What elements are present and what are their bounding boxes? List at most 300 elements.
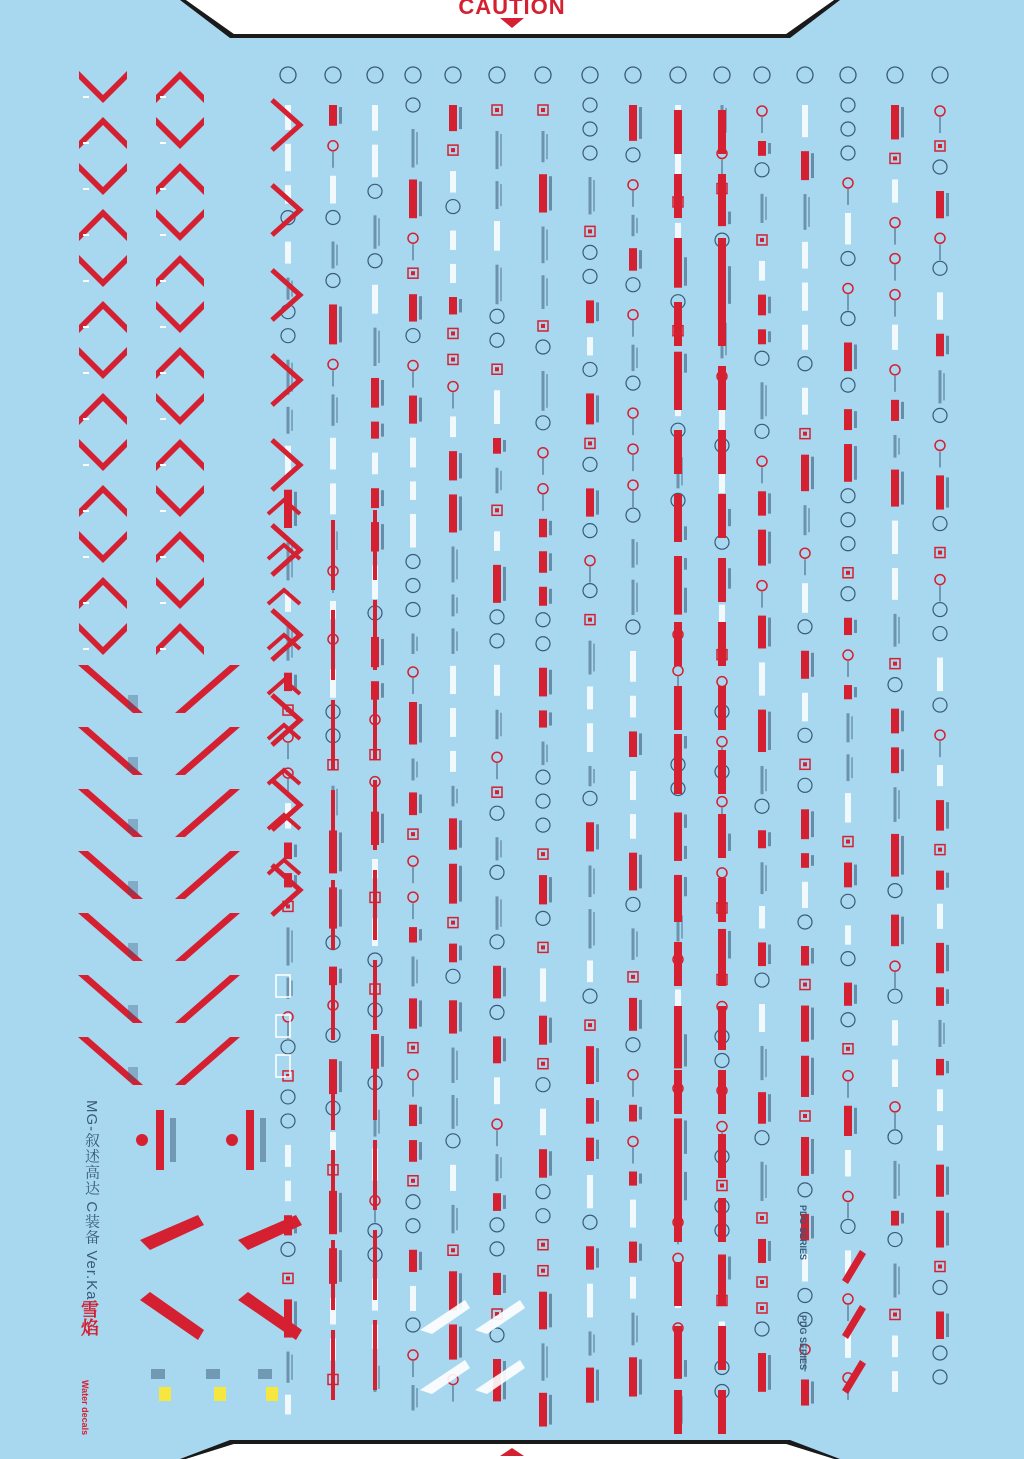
caution-label: CAUTION xyxy=(458,0,566,19)
caution-text-decal xyxy=(847,294,849,310)
red-box-decal xyxy=(451,1248,455,1252)
caution-text-decal xyxy=(339,969,342,984)
red-stripe-decal xyxy=(373,870,377,940)
white-line-decal xyxy=(845,925,851,944)
red-stripe-decal xyxy=(371,378,379,408)
white-line-decal xyxy=(587,960,593,982)
red-stripe-decal xyxy=(586,300,594,323)
caution-text-decal xyxy=(765,769,767,791)
caution-text-decal xyxy=(500,471,502,491)
red-stripe-decal xyxy=(539,875,547,904)
red-stripe-decal xyxy=(409,1105,417,1126)
red-stripe-decal xyxy=(758,1092,766,1124)
caution-text-decal xyxy=(459,1326,462,1357)
caution-text-decal xyxy=(452,1386,454,1402)
caution-text-decal xyxy=(456,1208,458,1230)
caution-text-decal xyxy=(589,177,592,214)
red-stripe-decal xyxy=(801,1137,809,1176)
white-line-decal xyxy=(802,325,808,350)
caution-text-decal xyxy=(332,394,335,425)
caution-text-decal xyxy=(765,1049,767,1077)
red-stripe-decal xyxy=(373,960,377,1030)
caution-text-decal xyxy=(901,711,904,732)
red-stripe-decal xyxy=(409,792,417,815)
red-box-decal xyxy=(760,238,764,242)
caution-text-decal xyxy=(452,392,454,408)
caution-text-decal xyxy=(632,539,635,568)
red-box-decal xyxy=(286,1276,290,1280)
red-stripe-decal xyxy=(409,1250,417,1272)
caution-text-decal xyxy=(901,749,904,771)
caution-text-decal xyxy=(684,1034,687,1066)
caution-text-decal xyxy=(381,639,384,665)
white-line-decal xyxy=(330,438,336,470)
red-stripe-decal xyxy=(629,1242,637,1263)
white-line-decal xyxy=(892,1059,898,1086)
red-stripe-decal xyxy=(629,1357,637,1396)
red-box-decal xyxy=(803,762,807,766)
caution-text-decal xyxy=(549,1018,552,1043)
caution-text-decal xyxy=(459,299,462,312)
caution-text-decal xyxy=(419,929,422,940)
red-stripe-decal xyxy=(371,422,379,439)
red-stripe-decal xyxy=(371,488,379,508)
caution-text-decal xyxy=(206,1369,220,1379)
caution-text-decal xyxy=(339,1061,342,1092)
red-stripe-decal xyxy=(586,1138,594,1161)
product-title: MG-叙述高达 C装备 Ver.Ka xyxy=(83,1100,100,1301)
caution-text-decal xyxy=(542,1343,545,1380)
red-stripe-decal xyxy=(891,400,899,421)
caution-text-decal xyxy=(419,296,422,319)
red-stripe-decal xyxy=(936,800,944,831)
caution-text-decal xyxy=(639,1107,642,1120)
red-box-decal xyxy=(541,945,545,949)
caution-text-decal xyxy=(768,297,771,314)
caution-text-decal xyxy=(898,1267,900,1295)
caution-text-decal xyxy=(459,866,462,902)
red-box-decal xyxy=(451,921,455,925)
caution-text-decal xyxy=(847,1202,849,1218)
caution-text-decal xyxy=(639,1244,642,1261)
caution-text-decal xyxy=(542,275,545,309)
red-stripe-decal xyxy=(936,1312,944,1340)
caution-text-decal xyxy=(898,438,900,455)
caution-text-decal xyxy=(851,757,853,778)
caution-text-decal xyxy=(939,370,942,403)
caution-text-decal xyxy=(632,215,635,236)
caution-text-decal xyxy=(593,868,595,894)
red-stripe-decal xyxy=(329,304,337,344)
caution-text-decal xyxy=(636,583,638,612)
red-stripe-decal xyxy=(801,1056,809,1097)
red-stripe-decal xyxy=(718,622,726,666)
white-line-decal xyxy=(892,521,898,554)
caution-text-decal xyxy=(894,376,896,392)
white-line-decal xyxy=(450,1165,456,1191)
caution-text-decal xyxy=(851,716,853,739)
red-stripe-decal xyxy=(718,814,726,858)
red-stripe-decal xyxy=(409,998,417,1028)
caution-text-decal xyxy=(412,634,415,654)
caution-text-decal xyxy=(456,1098,458,1126)
caution-text-decal xyxy=(128,881,138,895)
caution-text-decal xyxy=(811,153,814,178)
red-stripe-decal xyxy=(586,1368,594,1403)
caution-text-decal xyxy=(854,1108,857,1134)
caution-text-decal xyxy=(684,558,687,570)
caution-text-decal xyxy=(260,1118,266,1162)
red-stripe-decal xyxy=(718,238,726,282)
red-stripe-decal xyxy=(539,1149,547,1177)
caution-text-decal xyxy=(287,743,289,759)
caution-text-decal xyxy=(452,1205,455,1233)
caution-text-decal xyxy=(632,580,635,615)
red-box-decal xyxy=(588,229,592,233)
caution-text-decal xyxy=(549,712,552,725)
caution-text-decal xyxy=(847,661,849,677)
white-line-decal xyxy=(494,531,500,551)
caution-text-decal xyxy=(128,943,138,957)
white-line-decal xyxy=(845,213,851,244)
caution-text-decal xyxy=(542,131,545,162)
caution-text-decal xyxy=(452,786,455,806)
caution-text-decal xyxy=(589,909,592,948)
white-line-decal xyxy=(330,176,336,204)
caution-text-decal xyxy=(761,194,764,223)
caution-text-decal xyxy=(549,1395,552,1425)
caution-text-decal xyxy=(946,1167,949,1195)
red-stripe-decal xyxy=(936,191,944,218)
caution-text-decal xyxy=(768,618,771,647)
red-stripe-decal xyxy=(539,668,547,697)
caution-text-decal xyxy=(728,266,731,304)
red-stripe-decal xyxy=(331,970,335,1040)
caution-text-decal xyxy=(684,1120,687,1153)
caution-text-decal xyxy=(456,597,458,613)
white-line-decal xyxy=(285,1395,291,1415)
caution-text-decal xyxy=(378,1366,380,1389)
caution-text-decal xyxy=(632,321,634,337)
caution-text-decal xyxy=(847,713,850,742)
white-line-decal xyxy=(630,1200,636,1228)
caution-text-decal xyxy=(416,1388,418,1407)
caution-text-decal xyxy=(151,1369,165,1379)
caution-text-decal xyxy=(684,814,687,827)
red-stripe-decal xyxy=(718,1134,726,1178)
red-stripe-decal xyxy=(373,510,377,580)
caution-text-decal xyxy=(294,845,297,858)
caution-text-decal xyxy=(946,1061,949,1073)
red-stripe-decal xyxy=(718,430,726,474)
caution-text-decal xyxy=(854,985,857,1004)
red-box-decal xyxy=(938,144,942,148)
caution-text-decal xyxy=(496,1154,499,1181)
caution-text-decal xyxy=(419,1107,422,1124)
caution-text-decal xyxy=(768,944,771,964)
caution-text-decal xyxy=(496,468,499,494)
caution-text-decal xyxy=(636,218,638,233)
caution-text-decal xyxy=(412,678,414,694)
caution-text-decal xyxy=(768,1355,771,1390)
caution-text-decal xyxy=(593,912,595,945)
caution-text-decal xyxy=(456,631,458,651)
red-stripe-decal xyxy=(331,1150,335,1220)
caution-text-decal xyxy=(728,834,731,851)
red-stripe-decal xyxy=(844,444,852,482)
caution-text-decal xyxy=(546,278,548,306)
red-stripe-decal xyxy=(373,1140,377,1210)
red-stripe-decal xyxy=(493,565,501,603)
caution-text-decal xyxy=(378,1110,380,1134)
white-line-decal xyxy=(587,723,593,752)
red-box-decal xyxy=(588,618,592,622)
caution-text-decal xyxy=(632,491,634,507)
white-line-decal xyxy=(802,388,808,415)
white-line-decal xyxy=(630,1277,636,1299)
caution-text-decal xyxy=(459,946,462,961)
red-stripe-decal xyxy=(718,110,726,154)
caution-text-decal xyxy=(339,1250,342,1282)
caution-text-decal xyxy=(381,490,384,506)
caution-text-decal xyxy=(546,374,548,408)
red-stripe-decal xyxy=(449,494,457,532)
caution-text-decal xyxy=(804,505,807,535)
caution-text-decal xyxy=(336,397,338,422)
red-stripe-decal xyxy=(539,174,547,212)
white-line-decal xyxy=(450,666,456,694)
caution-text-decal xyxy=(128,1005,138,1019)
red-box-decal xyxy=(495,367,499,371)
red-box-decal xyxy=(938,551,942,555)
caution-text-decal xyxy=(939,244,941,260)
white-line-decal xyxy=(937,765,943,786)
caution-text-decal xyxy=(728,212,731,225)
red-stripe-decal xyxy=(493,966,501,999)
caution-text-decal xyxy=(946,336,949,355)
caution-text-decal xyxy=(596,1140,599,1159)
caution-text-decal xyxy=(943,1023,945,1044)
caution-text-decal xyxy=(381,683,384,697)
caution-text-decal xyxy=(339,306,342,342)
caution-text-decal xyxy=(639,107,642,139)
caution-text-decal xyxy=(632,928,635,959)
white-line-decal xyxy=(759,1004,765,1032)
red-stripe-decal xyxy=(409,179,417,218)
caution-text-decal xyxy=(546,1346,548,1377)
white-line-decal xyxy=(845,1150,851,1176)
red-stripe-decal xyxy=(801,455,809,492)
caution-text-decal xyxy=(546,745,548,763)
white-line-decal xyxy=(937,904,943,929)
white-line-decal xyxy=(587,1284,593,1318)
red-stripe-decal xyxy=(844,685,852,699)
red-stripe-decal xyxy=(449,297,457,314)
caution-text-decal xyxy=(596,824,599,849)
red-box-decal xyxy=(411,1179,415,1183)
red-stripe-decal xyxy=(844,342,852,371)
red-stripe-decal xyxy=(936,1211,944,1248)
red-box-decal xyxy=(803,1114,807,1118)
caution-text-decal xyxy=(419,1000,422,1026)
red-stripe-decal xyxy=(718,558,726,602)
red-stripe-decal xyxy=(674,558,682,602)
caution-text-decal xyxy=(847,189,849,205)
red-stripe-decal xyxy=(674,622,682,666)
red-stripe-decal xyxy=(674,1070,682,1114)
caution-text-decal xyxy=(503,1195,506,1209)
red-stripe-decal xyxy=(674,1134,682,1178)
white-line-decal xyxy=(892,325,898,350)
caution-text-decal xyxy=(412,759,415,781)
caution-text-decal xyxy=(684,588,687,613)
caution-text-decal xyxy=(632,345,635,371)
caution-text-decal xyxy=(939,586,941,602)
red-stripe-decal xyxy=(674,942,682,986)
red-box-decal xyxy=(846,571,850,575)
caution-text-decal xyxy=(632,191,634,207)
caution-text-decal xyxy=(287,407,290,434)
caution-text-decal xyxy=(416,637,418,651)
caution-text-decal xyxy=(128,695,138,709)
red-stripe-decal xyxy=(674,366,682,410)
white-line-decal xyxy=(450,231,456,250)
caution-text-decal xyxy=(894,265,896,281)
caution-text-decal xyxy=(761,117,763,133)
red-stripe-decal xyxy=(718,1390,726,1434)
caution-text-decal xyxy=(632,455,634,471)
emblem-decal xyxy=(156,1110,164,1170)
red-stripe-decal xyxy=(674,1198,682,1242)
caution-text-decal xyxy=(632,1081,634,1097)
white-line-decal xyxy=(410,1286,416,1311)
caution-text-decal xyxy=(901,472,904,505)
red-box-decal xyxy=(451,148,455,152)
white-line-decal xyxy=(937,1125,943,1151)
red-stripe-decal xyxy=(891,470,899,507)
caution-text-decal xyxy=(339,107,342,124)
caution-text-decal xyxy=(761,382,764,419)
red-stripe-decal xyxy=(331,790,335,860)
caution-text-decal xyxy=(946,873,949,888)
red-stripe-decal xyxy=(674,302,682,346)
red-stripe-decal xyxy=(936,334,944,357)
red-stripe-decal xyxy=(409,1140,417,1162)
red-box-decal xyxy=(803,983,807,987)
red-stripe-decal xyxy=(718,1006,726,1050)
caution-text-decal xyxy=(412,1385,415,1410)
caution-text-decal xyxy=(549,670,552,695)
white-line-decal xyxy=(759,261,765,281)
caution-text-decal xyxy=(589,1331,592,1355)
red-stripe-decal xyxy=(891,747,899,773)
red-stripe-decal xyxy=(539,519,547,537)
caution-text-decal xyxy=(542,371,545,411)
caution-text-decal xyxy=(808,508,810,532)
red-stripe-decal xyxy=(449,944,457,963)
white-line-decal xyxy=(802,882,808,908)
white-line-decal xyxy=(330,1132,336,1151)
caution-text-decal xyxy=(761,766,764,794)
red-box-decal xyxy=(760,1280,764,1284)
yellow-decal xyxy=(266,1387,278,1401)
white-line-decal xyxy=(450,708,456,737)
caution-text-decal xyxy=(452,546,455,582)
white-line-decal xyxy=(285,242,291,264)
red-box-decal xyxy=(411,1046,415,1050)
red-stripe-decal xyxy=(409,294,417,321)
red-stripe-decal xyxy=(331,1060,335,1130)
red-stripe-decal xyxy=(718,878,726,922)
red-stripe-decal xyxy=(718,174,726,218)
caution-text-decal xyxy=(898,1164,900,1196)
red-stripe-decal xyxy=(493,438,501,454)
red-stripe-decal xyxy=(449,1324,457,1359)
caution-text-decal xyxy=(684,354,687,373)
red-box-decal xyxy=(588,1023,592,1027)
caution-text-decal xyxy=(636,931,638,956)
red-stripe-decal xyxy=(373,780,377,850)
caution-text-decal xyxy=(946,989,949,1004)
caution-text-decal xyxy=(854,344,857,369)
caution-text-decal xyxy=(946,193,949,216)
emblem-decal xyxy=(246,1110,254,1170)
red-box-decal xyxy=(893,1312,897,1316)
red-box-decal xyxy=(451,331,455,335)
caution-text-decal xyxy=(811,811,814,837)
caution-text-decal xyxy=(943,373,945,400)
bottom-frame-tab xyxy=(180,1440,840,1459)
caution-text-decal xyxy=(894,1113,896,1129)
red-stripe-decal xyxy=(936,987,944,1006)
white-line-decal xyxy=(372,285,378,314)
caution-text-decal xyxy=(765,385,767,416)
red-stripe-decal xyxy=(629,731,637,757)
caution-text-decal xyxy=(761,467,763,483)
white-line-decal xyxy=(330,483,336,514)
white-line-decal xyxy=(802,242,808,269)
red-stripe-decal xyxy=(758,530,766,566)
red-box-decal xyxy=(760,1216,764,1220)
white-line-decal xyxy=(450,751,456,772)
caution-text-decal xyxy=(496,710,499,739)
white-line-decal xyxy=(450,416,456,437)
caution-text-decal xyxy=(768,532,771,564)
red-box-decal xyxy=(411,271,415,275)
red-stripe-decal xyxy=(373,1320,377,1390)
caution-text-decal xyxy=(768,493,771,513)
caution-text-decal xyxy=(939,741,941,757)
red-stripe-decal xyxy=(539,710,547,727)
caution-text-decal xyxy=(684,877,687,896)
caution-text-decal xyxy=(419,181,422,216)
red-stripe-decal xyxy=(718,1198,726,1242)
caution-text-decal xyxy=(939,117,941,133)
caution-text-decal xyxy=(639,250,642,269)
white-line-decal xyxy=(372,105,378,131)
caution-text-decal xyxy=(459,496,462,530)
caution-text-decal xyxy=(419,794,422,813)
caution-text-decal xyxy=(336,789,338,816)
white-line-decal xyxy=(540,968,546,1001)
caution-text-decal xyxy=(452,594,455,616)
caution-text-decal xyxy=(761,1046,764,1080)
caution-text-decal xyxy=(412,372,414,388)
caution-text-decal xyxy=(456,1051,458,1080)
white-line-decal xyxy=(494,221,500,251)
white-line-decal xyxy=(587,337,593,355)
red-stripe-decal xyxy=(674,430,682,474)
